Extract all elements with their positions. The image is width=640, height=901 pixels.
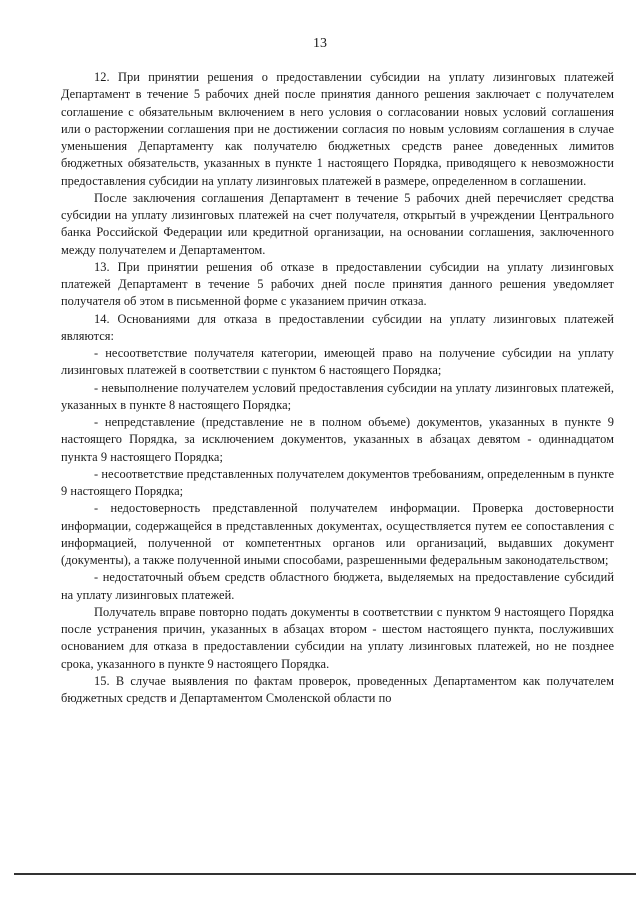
- page-number: 13: [313, 36, 327, 51]
- refusal-ground-unreliability: - недостоверность представленной получателем информации. Проверка достоверности информации, содержащейся в представленных документах, осуществляется путем ее сопоставления с информацией, полученной от компетентных органов или организаций, выдавших документ (документы), а также полученной иными способами, разрешенными федеральным законодательством;: [61, 501, 614, 567]
- paragraph-12: 12. При принятии решения о предоставлении субсидии на уплату лизинговых платежей Департамент в течение 5 рабочих дней после принятия данного решения заключает с получателем соглашение с обязательным включением в него условия о согласовании новых условий соглашения или о расторжении соглашения при не достижении согласия по новым условиям соглашения в случае уменьшения Департаменту как получателю бюджетных средств ранее доведенных лимитов бюджетных обязательств, указанных в пункте 1 настоящего Порядка, приводящего к невозможности предоставления субсидии на уплату лизинговых платежей в размере, определенном в соглашении.: [61, 70, 614, 188]
- refusal-ground-category: - несоответствие получателя категории, имеющей право на получение субсидии на уплату лизинговых платежей в соответствии с пунктом 6 настоящего Порядка;: [61, 346, 614, 378]
- resubmission-paragraph: Получатель вправе повторно подать документы в соответствии с пунктом 9 настоящего Порядка после устранения причин, указанных в абзацах втором - шестом настоящего пункта, послуживших основанием для отказа в предоставлении субсидии на уплату лизинговых платежей, но не позднее срока, указанного в пункте 9 настоящего Порядка.: [61, 604, 614, 671]
- bottom-rule: [14, 873, 636, 875]
- refusal-ground-conditions: - невыполнение получателем условий предоставления субсидии на уплату лизинговых платежей, указанных в пункте 8 настоящего Порядка;: [61, 380, 614, 412]
- refusal-ground-budget: - недостаточный объем средств областного бюджета, выделяемых на предоставление субсидий на уплату лизинговых платежей.: [61, 570, 614, 602]
- paragraph-14-intro: 14. Основаниями для отказа в предоставлении субсидии на уплату лизинговых платежей являются:: [61, 311, 614, 343]
- refusal-ground-documents: - непредставление (представление не в полном объеме) документов, указанных в пункте 9 настоящего Порядка, за исключением документов, указанных в абзацах девятом - одиннадцатом пункта 9 настоящего Порядка;: [61, 415, 614, 464]
- paragraph-13: 13. При принятии решения об отказе в предоставлении субсидии на уплату лизинговых платежей Департамент в течение 5 рабочих дней после принятия данного решения уведомляет получателя об этом в письменной форме с указанием причин отказа.: [61, 259, 614, 309]
- refusal-ground-requirements: - несоответствие представленных получателем документов требованиям, определенным в пункте 9 настоящего Порядка;: [61, 466, 614, 498]
- paragraph-12-transfer: После заключения соглашения Департамент в течение 5 рабочих дней перечисляет средства субсидии на уплату лизинговых платежей на счет получателя, открытый в учреждении Центрального банка Российской Федерации или кредитной организации, на основании соглашения, заключенного между получателем и Департаментом.: [61, 190, 614, 257]
- paragraph-15: 15. В случае выявления по фактам проверок, проведенных Департаментом как получателем бюджетных средств и Департаментом Смоленской области по: [61, 673, 614, 705]
- document-body: [61, 69, 614, 707]
